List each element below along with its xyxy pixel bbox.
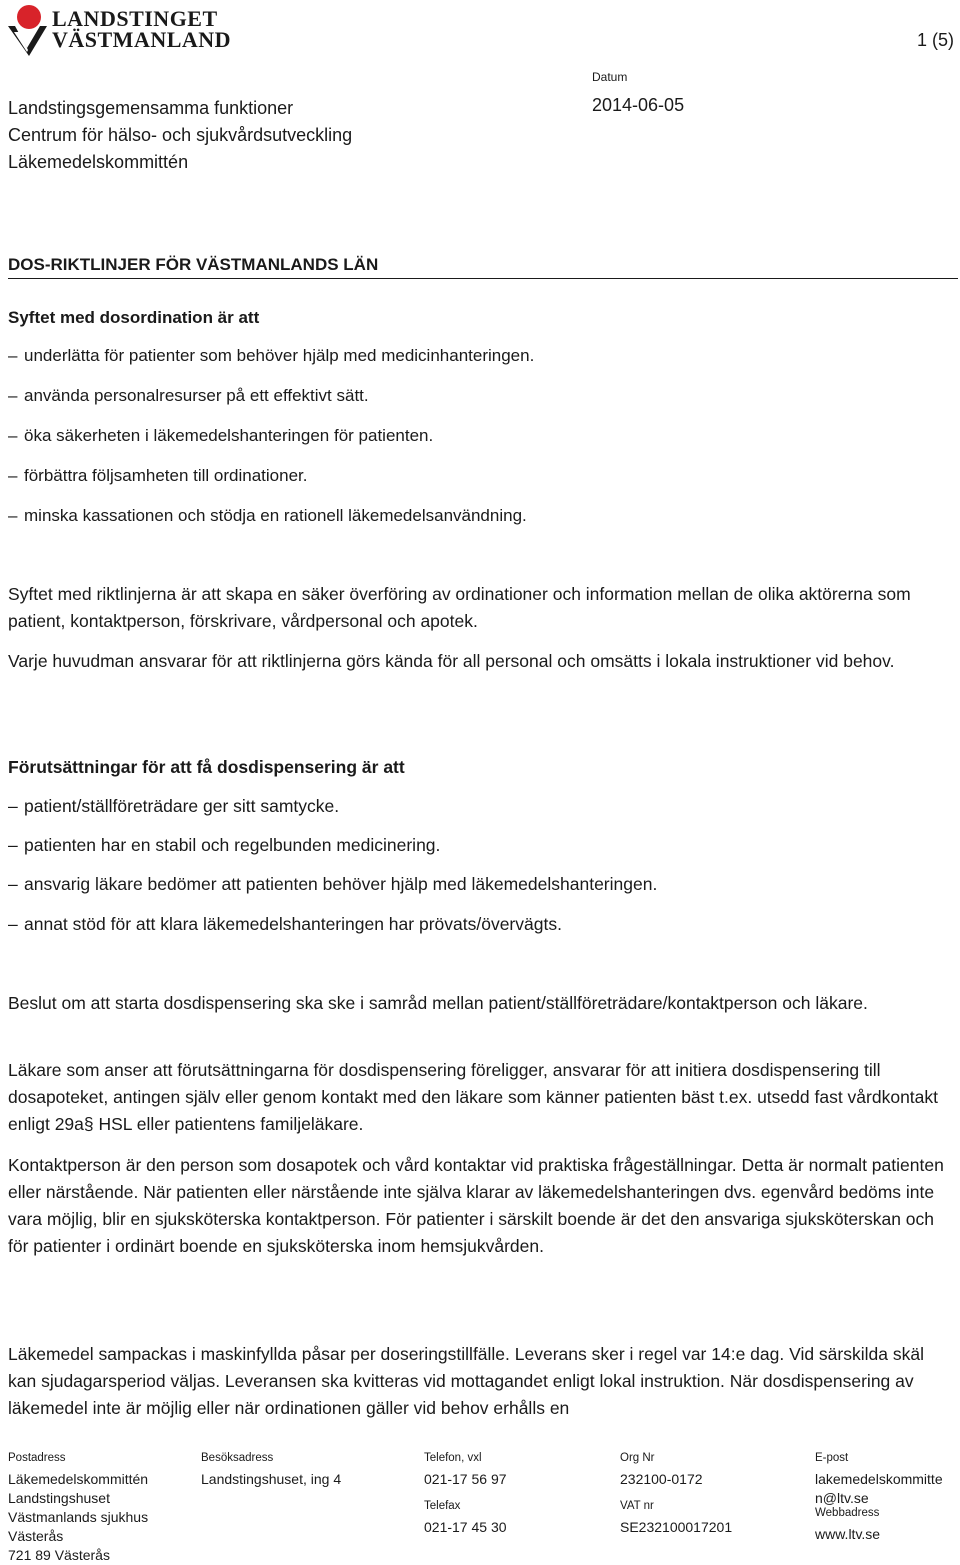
list-item: – underlätta för patienter som behöver hjälp med medicinhanteringen.	[8, 346, 535, 365]
paragraph: Varje huvudman ansvarar för att riktlinjerna görs kända för all personal och omsätts i lokala instruktioner vid behov.	[8, 651, 895, 671]
postadress-line: Läkemedelskommittén	[8, 1471, 149, 1487]
telefax-label: Telefax	[424, 1500, 461, 1512]
list-item: – patient/ställföreträdare ger sitt samtycke.	[8, 796, 340, 816]
paragraph: Läkare som anser att förutsättningarna för dosdispensering föreligger, ansvarar för att initiera dosdispensering till dosapoteket, antingen själv eller genom kontakt med den läkare som känner patienten bäst t.ex. utsedd fast vårdkontakt enligt 29a§ HSL eller patientens familjeläkare.	[8, 1060, 939, 1134]
telefax-value: 021-17 45 30	[424, 1519, 507, 1535]
postadress-label: Postadress	[8, 1452, 66, 1464]
org-line: Centrum för hälso- och sjukvårdsutveckling	[8, 125, 353, 145]
page-number: 1 (5)	[916, 30, 954, 50]
logo-emblem-icon	[6, 4, 48, 56]
postadress-line: Västerås	[8, 1528, 64, 1544]
footer-postadress	[8, 1452, 148, 1565]
footer-besoksadress	[201, 1452, 341, 1489]
epost-label: E-post	[815, 1452, 849, 1464]
orgnr-value: 232100-0172	[620, 1471, 703, 1487]
webb-label: Webbadress	[815, 1507, 880, 1519]
list-item: – förbättra följsamheten till ordinationer.	[8, 466, 308, 485]
telefon-label: Telefon, vxl	[424, 1452, 482, 1464]
paragraph: Beslut om att starta dosdispensering ska ske i samråd mellan patient/ställföreträdare/kontaktperson och läkare.	[8, 993, 868, 1013]
org-line: Läkemedelskommittén	[8, 152, 189, 172]
list-item: – använda personalresurser på ett effektivt sätt.	[8, 386, 369, 405]
epost-line: n@ltv.se	[815, 1490, 869, 1506]
datum-value: 2014-06-05	[592, 95, 685, 115]
paragraph: Syftet med riktlinjerna är att skapa en säker överföring av ordinationer och information mellan de olika aktörerna som patient, kontaktperson, förskrivare, vårdpersonal och apotek.	[8, 584, 911, 631]
list-item: – minska kassationen och stödja en rationell läkemedelsanvändning.	[8, 506, 527, 525]
section-heading-purpose: Syftet med dosordination är att	[8, 308, 260, 327]
footer-telefon	[424, 1452, 507, 1537]
list-item: – öka säkerheten i läkemedelshanteringen för patienten.	[8, 426, 434, 445]
paragraph: Kontaktperson är den person som dosapotek och vård kontaktar vid praktiska frågeställningar. Detta är normalt patienten eller närstående. När patienten eller närstående inte själva klarar av läkemedelshanteringen dvs. egenvård bedöms inte vara möjlig, blir en sjuksköterska kontaktperson. För patienter i särskilt boende är det den ansvariga sjuksköterskan och för patienter i ordinärt boende en sjuksköterska inom hemsjukvården.	[8, 1155, 944, 1256]
footer-orgnr	[620, 1452, 732, 1537]
besoksadress-label: Besöksadress	[201, 1452, 274, 1464]
epost-line: lakemedelskommitte	[815, 1471, 943, 1487]
postadress-line: Västmanlands sjukhus	[8, 1509, 149, 1525]
postadress-line: 721 89 Västerås	[8, 1547, 110, 1563]
list-item: – patienten har en stabil och regelbunden medicinering.	[8, 835, 441, 855]
section-heading-prerequisites: Förutsättningar för att få dosdispensering är att	[8, 757, 405, 777]
webb-value: www.ltv.se	[815, 1526, 881, 1542]
org-line: Landstingsgemensamma funktioner	[8, 98, 294, 118]
document-title: DOS-RIKTLINJER FÖR VÄSTMANLANDS LÄN	[8, 255, 958, 279]
paragraph: Läkemedel sampackas i maskinfyllda påsar per doseringstillfälle. Leverans sker i regel var 14:e dag. Vid särskilda skäl kan sjudagarsperiod väljas. Leveransen ska kvitteras vid mottagandet enligt lokal instruktion. När dosdispensering av läkemedel inte är möjlig eller när ordinationen gäller vid behov erhålls en	[8, 1344, 924, 1418]
vat-value: SE232100017201	[620, 1519, 733, 1535]
organization-block	[8, 95, 352, 176]
orgnr-label: Org Nr	[620, 1452, 655, 1464]
vat-label: VAT nr	[620, 1500, 654, 1512]
landstinget-logo	[6, 4, 232, 58]
list-item: – annat stöd för att klara läkemedelshanteringen har prövats/övervägts.	[8, 914, 562, 934]
telefon-value: 021-17 56 97	[424, 1471, 507, 1487]
besoksadress-value: Landstingshuset, ing 4	[201, 1471, 342, 1487]
logo-line2: VÄSTMANLAND	[52, 27, 232, 52]
logo-line1: LANDSTINGET	[52, 6, 218, 31]
footer-contact	[815, 1452, 943, 1544]
list-item: – ansvarig läkare bedömer att patienten behöver hjälp med läkemedelshanteringen.	[8, 874, 658, 894]
postadress-line: Landstingshuset	[8, 1490, 110, 1506]
datum-label: Datum	[592, 70, 628, 84]
